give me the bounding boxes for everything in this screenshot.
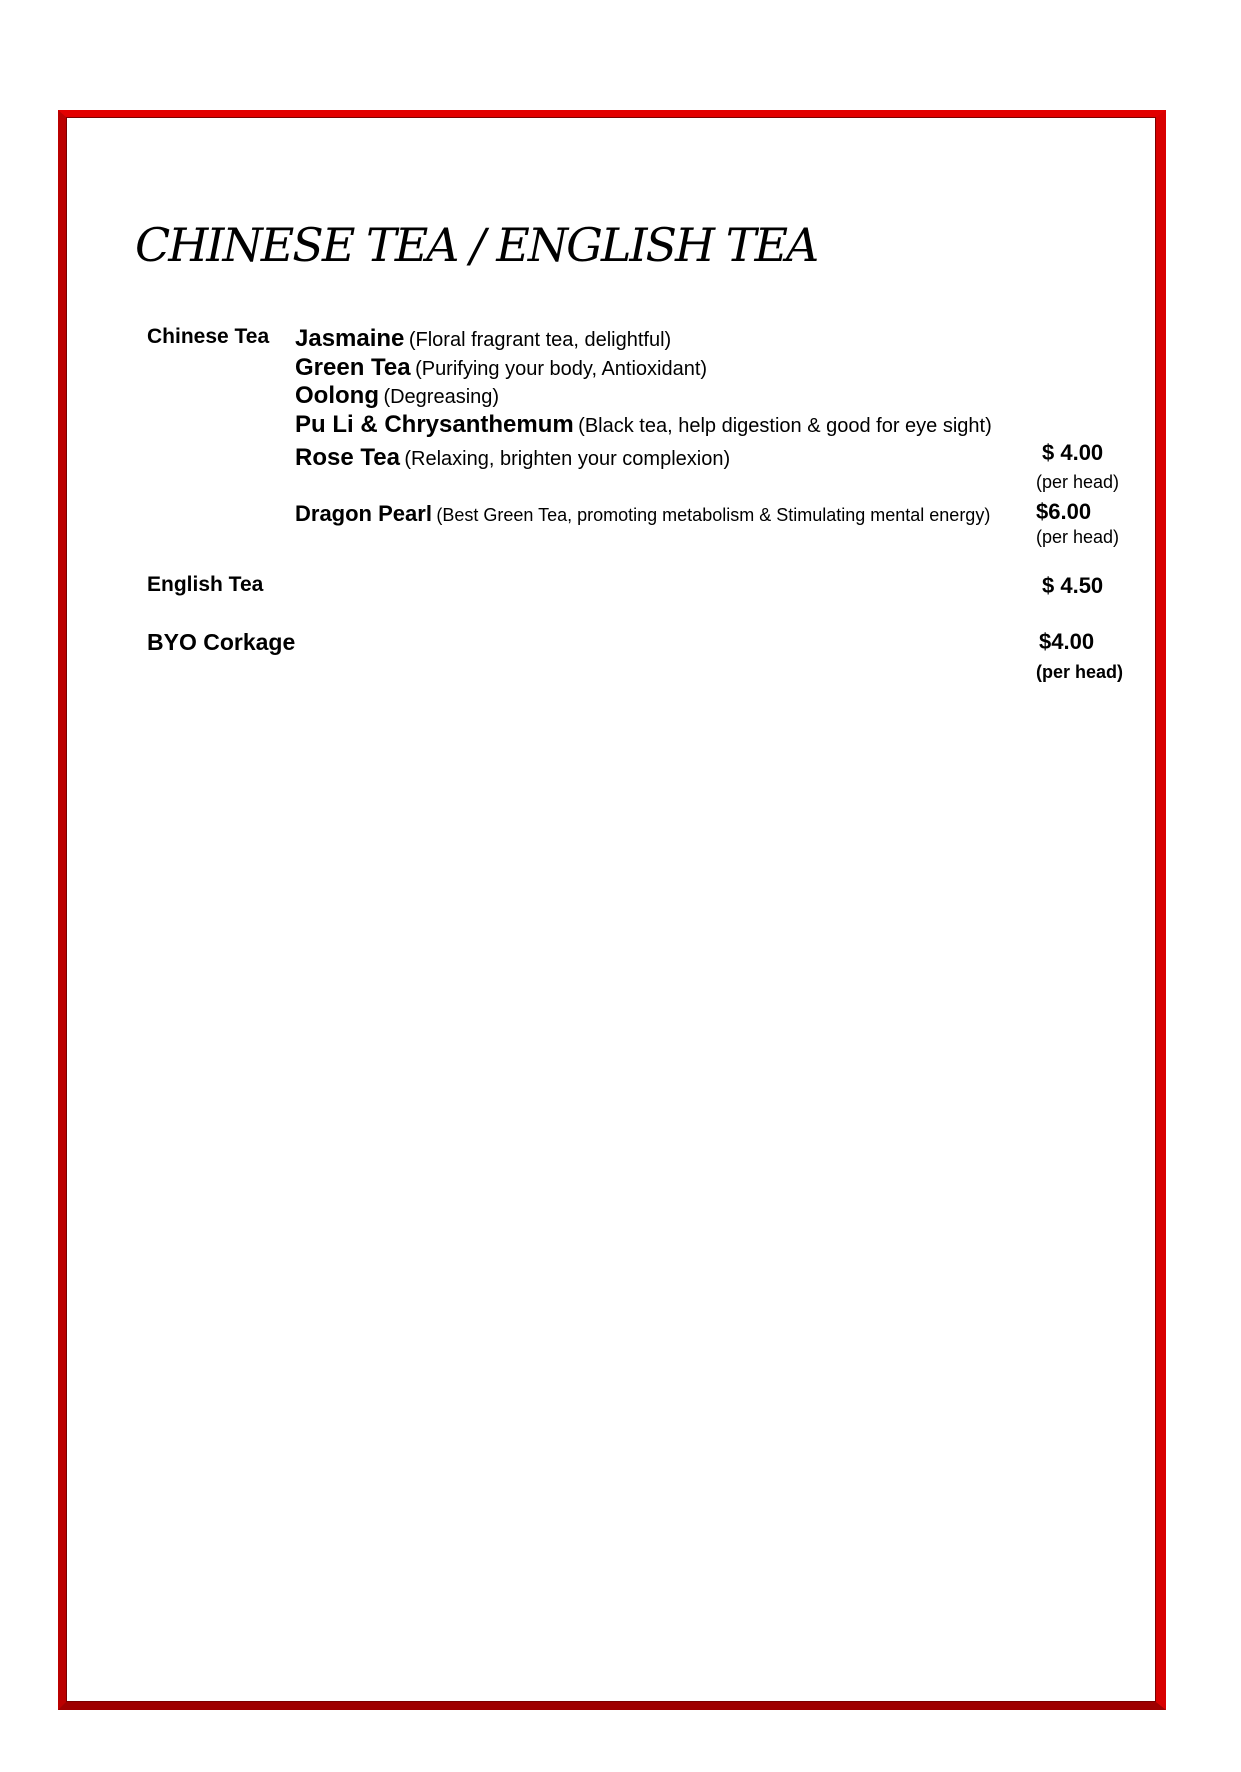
item-name: Green Tea: [295, 354, 411, 381]
menu-item-green-tea: [295, 354, 707, 382]
item-description: (Degreasing): [383, 386, 500, 408]
item-name: Dragon Pearl: [295, 501, 432, 526]
menu-item-pu-li-chrysanthemum: [295, 411, 992, 439]
unit-byo-corkage: (per head): [1036, 662, 1124, 682]
menu-title: CHINESE TEA / ENGLISH TEA: [135, 218, 818, 272]
category-byo-corkage: BYO Corkage: [147, 629, 296, 655]
unit-dragon-pearl: (per head): [1036, 527, 1120, 547]
item-name: Jasmaine: [295, 325, 405, 352]
price-chinese-tea: $ 4.00: [1042, 440, 1104, 465]
item-description: (Relaxing, brighten your complexion): [404, 448, 731, 470]
item-name: Oolong: [295, 382, 379, 409]
item-description: (Best Green Tea, promoting metabolism & Stimulating mental energy): [436, 505, 991, 525]
item-description: (Floral fragrant tea, delightful): [408, 329, 672, 351]
item-description: (Purifying your body, Antioxidant): [415, 358, 708, 380]
menu-item-rose-tea: [295, 444, 730, 472]
category-english-tea: English Tea: [147, 573, 264, 596]
price-english-tea: $ 4.50: [1042, 573, 1104, 598]
menu-item-jasmaine: [295, 325, 671, 353]
item-description: (Black tea, help digestion & good for eye sight): [578, 415, 992, 437]
unit-chinese-tea: (per head): [1036, 472, 1120, 492]
price-dragon-pearl: $6.00: [1036, 499, 1092, 524]
category-chinese-tea: Chinese Tea: [147, 325, 270, 348]
menu-item-oolong: [295, 382, 499, 410]
item-name: Rose Tea: [295, 444, 400, 471]
price-byo-corkage: $4.00: [1039, 629, 1095, 654]
item-name: Pu Li & Chrysanthemum: [295, 411, 574, 438]
menu-item-dragon-pearl: [295, 501, 990, 527]
